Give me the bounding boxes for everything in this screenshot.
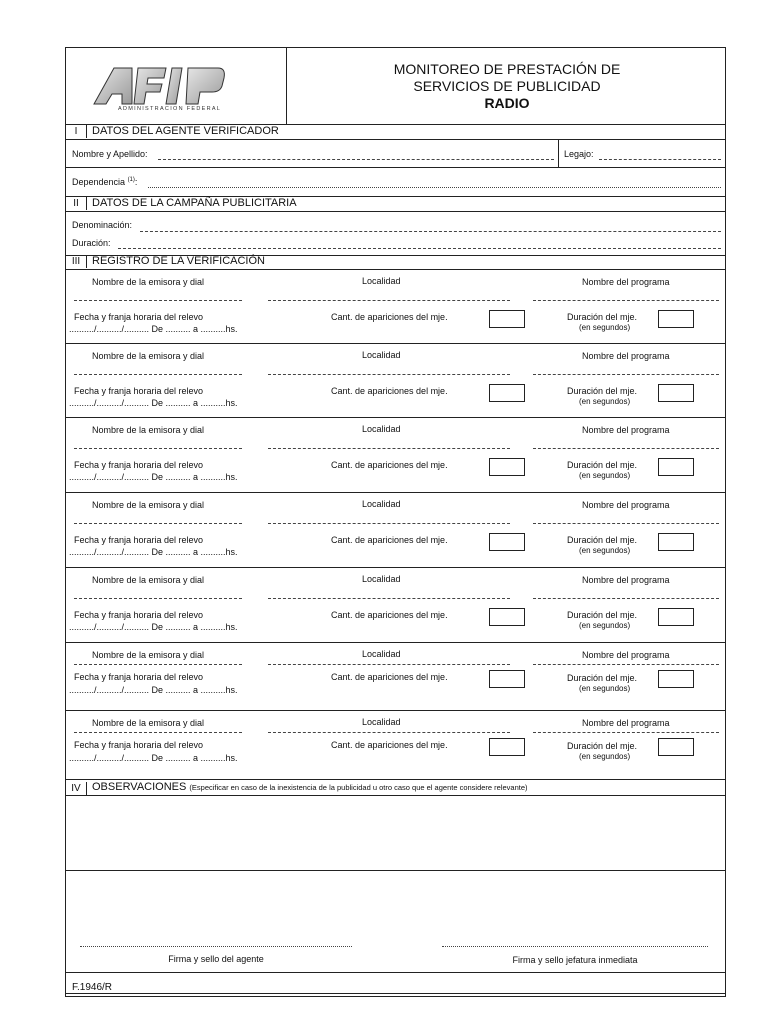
divider	[66, 710, 725, 711]
fecha-label: Fecha y franja horaria del relevo	[74, 740, 204, 750]
logo-subtitle: ADMINISTRACION FEDERAL	[118, 106, 222, 112]
programa-field[interactable]	[533, 300, 719, 301]
observaciones-title: OBSERVACIONES	[92, 781, 187, 793]
cant-label: Cant. de apariciones del mje.	[331, 740, 448, 750]
verification-entry	[66, 344, 725, 418]
divider	[66, 167, 725, 168]
title-line-3: RADIO	[484, 95, 530, 111]
cant-box[interactable]	[489, 608, 525, 626]
fecha-field[interactable]: ........../........../.......... De .......... a ..........hs.	[69, 324, 238, 334]
emisora-label: Nombre de la emisora y dial	[92, 650, 205, 660]
section-1-title: DATOS DEL AGENTE VERIFICADOR	[92, 125, 279, 137]
divider	[66, 343, 725, 344]
cant-box[interactable]	[489, 310, 525, 328]
cant-box[interactable]	[489, 384, 525, 402]
segundos-label: (en segundos)	[579, 471, 631, 480]
fecha-label: Fecha y franja horaria del relevo	[74, 535, 204, 545]
form-frame	[65, 47, 726, 997]
localidad-field[interactable]	[268, 523, 510, 524]
segundos-label: (en segundos)	[579, 397, 631, 406]
title-line-1: MONITOREO DE PRESTACIÓN DE	[393, 61, 621, 77]
section-4-number: IV	[66, 782, 87, 795]
fecha-label: Fecha y franja horaria del relevo	[74, 460, 204, 470]
dependencia-label	[72, 177, 137, 187]
cant-box[interactable]	[489, 458, 525, 476]
emisora-field[interactable]	[74, 732, 242, 733]
localidad-label: Localidad	[362, 717, 401, 727]
verification-entry	[66, 643, 725, 711]
localidad-label: Localidad	[362, 499, 401, 509]
cant-label: Cant. de apariciones del mje.	[331, 312, 448, 322]
section-3-title: REGISTRO DE LA VERIFICACIÓN	[92, 255, 265, 267]
dependencia-colon: :	[134, 177, 138, 187]
programa-field[interactable]	[533, 732, 719, 733]
divider	[66, 972, 725, 973]
emisora-field[interactable]	[74, 448, 242, 449]
section-1-number: I	[66, 125, 87, 138]
localidad-label: Localidad	[362, 350, 401, 360]
programa-field[interactable]	[533, 523, 719, 524]
duracion-label: Duración:	[72, 238, 111, 248]
emisora-label: Nombre de la emisora y dial	[92, 500, 205, 510]
nombre-label: Nombre y Apellido:	[72, 149, 148, 159]
logo	[88, 64, 258, 118]
programa-label: Nombre del programa	[582, 718, 670, 728]
programa-field[interactable]	[533, 598, 719, 599]
emisora-label: Nombre de la emisora y dial	[92, 351, 205, 361]
duracion-mje-label: Duración del mje.	[567, 610, 638, 620]
localidad-field[interactable]	[268, 732, 510, 733]
fecha-field[interactable]: ........../........../.......... De .......... a ..........hs.	[69, 547, 238, 557]
fecha-label: Fecha y franja horaria del relevo	[74, 312, 204, 322]
section-4-title	[92, 781, 528, 794]
programa-label: Nombre del programa	[582, 277, 670, 287]
emisora-label: Nombre de la emisora y dial	[92, 277, 205, 287]
divider	[66, 417, 725, 418]
emisora-field[interactable]	[74, 374, 242, 375]
programa-label: Nombre del programa	[582, 650, 670, 660]
cant-label: Cant. de apariciones del mje.	[331, 610, 448, 620]
fecha-field[interactable]: ........../........../.......... De .......... a ..........hs.	[69, 472, 238, 482]
divider	[66, 642, 725, 643]
localidad-label: Localidad	[362, 574, 401, 584]
duracion-mje-label: Duración del mje.	[567, 673, 638, 683]
signature-line-agent[interactable]	[80, 946, 352, 947]
divider	[558, 139, 559, 167]
legajo-label: Legajo:	[564, 149, 594, 159]
localidad-label: Localidad	[362, 424, 401, 434]
section-3-number: III	[66, 255, 87, 268]
form-code: F.1946/R	[72, 982, 113, 993]
cant-label: Cant. de apariciones del mje.	[331, 460, 448, 470]
dependencia-text: Dependencia	[72, 177, 126, 187]
denominacion-field[interactable]	[140, 231, 721, 232]
cant-label: Cant. de apariciones del mje.	[331, 672, 448, 682]
fecha-field[interactable]: ........../........../.......... De .......... a ..........hs.	[69, 622, 238, 632]
programa-label: Nombre del programa	[582, 500, 670, 510]
section-2-number: II	[66, 197, 87, 210]
segundos-label: (en segundos)	[579, 752, 631, 761]
dependencia-field[interactable]	[148, 187, 721, 188]
programa-label: Nombre del programa	[582, 351, 670, 361]
divider	[66, 211, 725, 212]
observaciones-note: (Especificar en caso de la inexistencia de la publicidad u otro caso que el agente considere relevante)	[189, 783, 528, 792]
fecha-label: Fecha y franja horaria del relevo	[74, 386, 204, 396]
fecha-field[interactable]: ........../........../.......... De .......... a ..........hs.	[69, 685, 238, 695]
cant-box[interactable]	[489, 738, 525, 756]
verification-entry	[66, 418, 725, 493]
localidad-field[interactable]	[268, 664, 510, 665]
denominacion-label: Denominación:	[72, 220, 133, 230]
divider	[66, 779, 725, 780]
signature-line-chief[interactable]	[442, 946, 708, 947]
divider	[66, 492, 725, 493]
programa-field[interactable]	[533, 664, 719, 665]
emisora-label: Nombre de la emisora y dial	[92, 575, 205, 585]
fecha-field[interactable]: ........../........../.......... De .......... a ..........hs.	[69, 398, 238, 408]
duracion-mje-box[interactable]	[658, 738, 694, 756]
emisora-label: Nombre de la emisora y dial	[92, 718, 205, 728]
localidad-label: Localidad	[362, 276, 401, 286]
emisora-field[interactable]	[74, 598, 242, 599]
localidad-field[interactable]	[268, 448, 510, 449]
verification-entry	[66, 711, 725, 779]
emisora-field[interactable]	[74, 300, 242, 301]
segundos-label: (en segundos)	[579, 546, 631, 555]
fecha-label: Fecha y franja horaria del relevo	[74, 672, 204, 682]
verification-entry	[66, 568, 725, 643]
duracion-mje-label: Duración del mje.	[567, 386, 638, 396]
localidad-label: Localidad	[362, 649, 401, 659]
cant-label: Cant. de apariciones del mje.	[331, 386, 448, 396]
programa-field[interactable]	[533, 374, 719, 375]
legajo-field[interactable]	[599, 159, 721, 160]
programa-label: Nombre del programa	[582, 425, 670, 435]
localidad-field[interactable]	[268, 598, 510, 599]
duracion-field[interactable]	[118, 248, 721, 249]
title-line-2: SERVICIOS DE PUBLICIDAD	[413, 78, 601, 94]
duracion-mje-label: Duración del mje.	[567, 460, 638, 470]
duracion-mje-box[interactable]	[658, 533, 694, 551]
cant-box[interactable]	[489, 533, 525, 551]
localidad-field[interactable]	[268, 374, 510, 375]
programa-label: Nombre del programa	[582, 575, 670, 585]
segundos-label: (en segundos)	[579, 621, 631, 630]
cant-box[interactable]	[489, 670, 525, 688]
programa-field[interactable]	[533, 448, 719, 449]
divider	[66, 993, 725, 994]
emisora-label: Nombre de la emisora y dial	[92, 425, 205, 435]
nombre-field[interactable]	[158, 159, 554, 160]
page-title	[287, 61, 727, 112]
duracion-mje-box[interactable]	[658, 310, 694, 328]
emisora-field[interactable]	[74, 523, 242, 524]
fecha-label: Fecha y franja horaria del relevo	[74, 610, 204, 620]
duracion-mje-label: Duración del mje.	[567, 741, 638, 751]
observaciones-area[interactable]	[66, 796, 725, 870]
signature-chief-label: Firma y sello jefatura inmediata	[512, 955, 638, 965]
divider	[66, 870, 725, 871]
footnote-mark: (1)	[127, 177, 135, 183]
signature-agent-label: Firma y sello del agente	[168, 954, 264, 964]
duracion-mje-box[interactable]	[658, 608, 694, 626]
segundos-label: (en segundos)	[579, 323, 631, 332]
verification-entry	[66, 493, 725, 568]
duracion-mje-box[interactable]	[658, 458, 694, 476]
cant-label: Cant. de apariciones del mje.	[331, 535, 448, 545]
verification-entry	[66, 270, 725, 344]
duracion-mje-label: Duración del mje.	[567, 535, 638, 545]
duracion-mje-box[interactable]	[658, 384, 694, 402]
divider	[66, 269, 725, 270]
duracion-mje-label: Duración del mje.	[567, 312, 638, 322]
localidad-field[interactable]	[268, 300, 510, 301]
divider	[66, 567, 725, 568]
emisora-field[interactable]	[74, 664, 242, 665]
fecha-field[interactable]: ........../........../.......... De .......... a ..........hs.	[69, 753, 238, 763]
duracion-mje-box[interactable]	[658, 670, 694, 688]
segundos-label: (en segundos)	[579, 684, 631, 693]
section-2-title: DATOS DE LA CAMPAÑA PUBLICITARIA	[92, 197, 297, 209]
divider	[66, 139, 725, 140]
